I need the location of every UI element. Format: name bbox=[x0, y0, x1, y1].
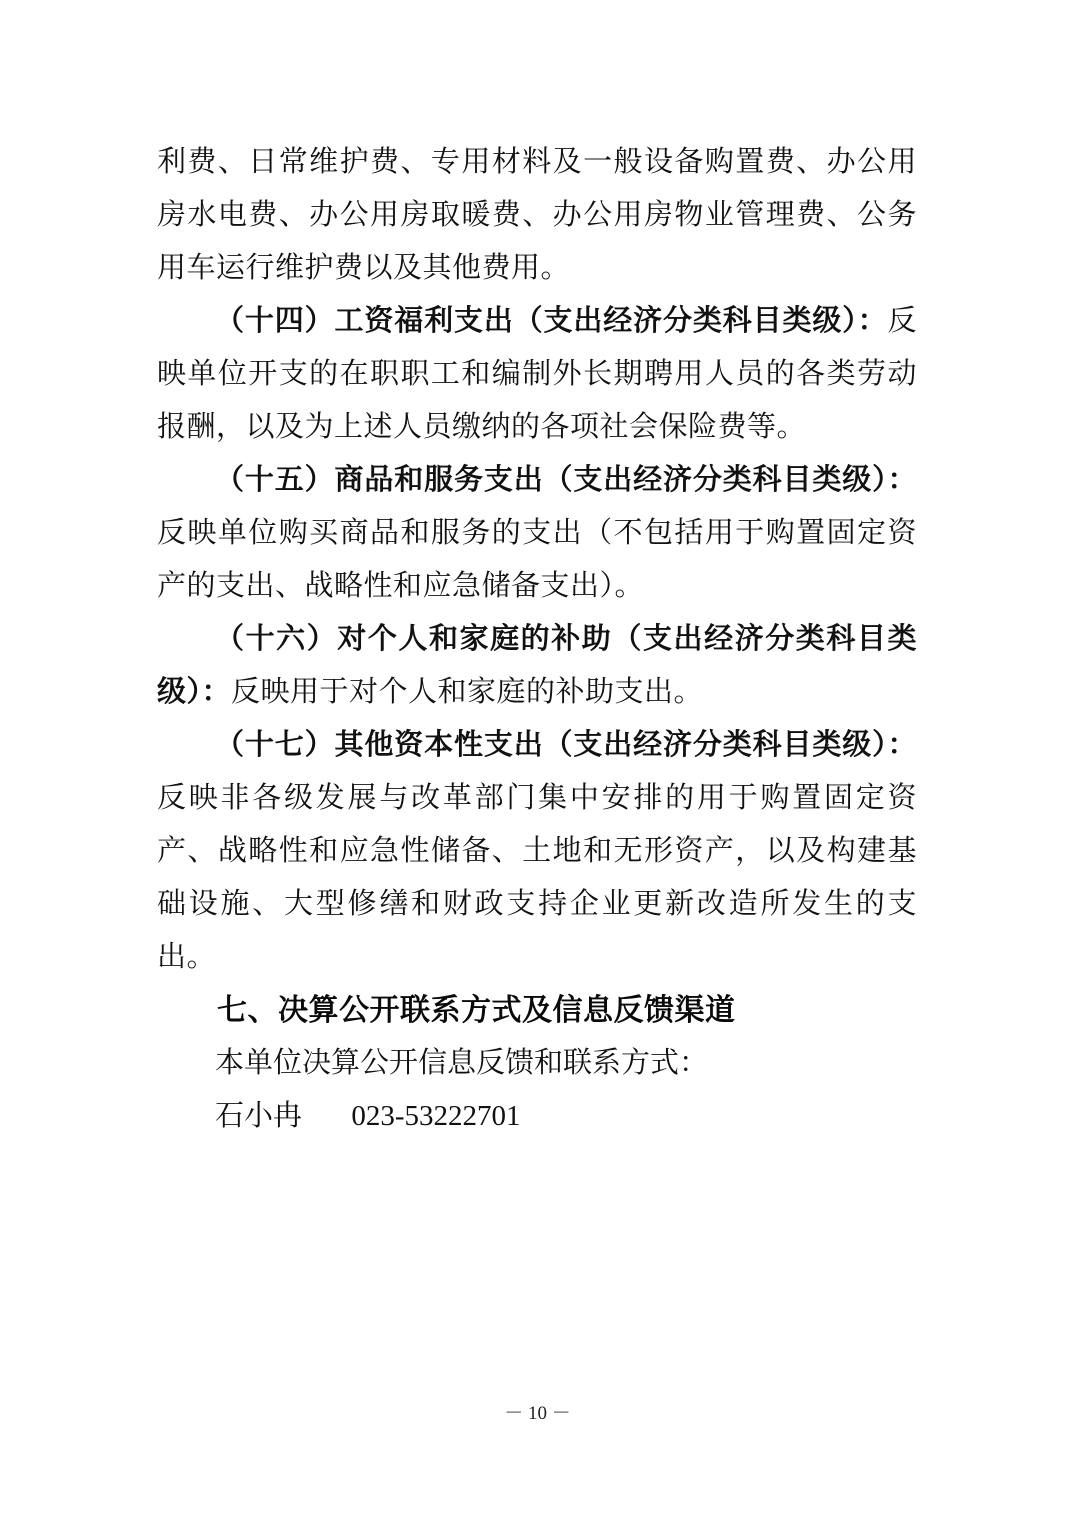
page-content bbox=[157, 136, 917, 1143]
contact-info-line bbox=[157, 1090, 917, 1143]
paragraph-14 bbox=[157, 295, 917, 454]
paragraph-14-body: 反映单位开支的在职职工和编制外长期聘用人员的各类劳动报酬，以及为上述人员缴纳的各项社会保险费等。 bbox=[157, 305, 917, 443]
contact-name: 石小冉 bbox=[215, 1100, 303, 1132]
paragraph-15-body: 反映单位购买商品和服务的支出（不包括用于购置固定资产的支出、战略性和应急储备支出）。 bbox=[157, 517, 917, 602]
contact-intro-line: 本单位决算公开信息反馈和联系方式： bbox=[215, 1047, 709, 1079]
paragraph-16-body: 反映用于对个人和家庭的补助支出。 bbox=[231, 676, 704, 708]
paragraph-15-lead: （十五）商品和服务支出（支出经济分类科目类级）： bbox=[215, 464, 917, 496]
section-7-heading: 七、决算公开联系方式及信息反馈渠道 bbox=[217, 994, 736, 1027]
contact-phone: 023-53222701 bbox=[351, 1100, 521, 1132]
paragraph-17-lead: （十七）其他资本性支出（支出经济分类科目类级）： bbox=[215, 729, 917, 761]
page-number: － 10 － bbox=[504, 1403, 571, 1424]
paragraph-17 bbox=[157, 719, 917, 984]
paragraph-14-lead: （十四）工资福利支出（支出经济分类科目类级）： bbox=[215, 305, 888, 337]
paragraph-16 bbox=[157, 613, 917, 719]
paragraph-17-body: 反映非各级发展与改革部门集中安排的用于购置固定资产、战略性和应急性储备、土地和无形资产，以及构建基础设施、大型修缮和财政支持企业更新改造所发生的支出。 bbox=[157, 782, 917, 973]
paragraph-15 bbox=[157, 454, 917, 613]
paragraph-16-lead: （十六）对个人和家庭的补助（支出经济分类科目类级）： bbox=[157, 623, 917, 708]
paragraph-continuation: 利费、日常维护费、专用材料及一般设备购置费、办公用房水电费、办公用房取暖费、办公用房物业管理费、公务用车运行维护费以及其他费用。 bbox=[157, 146, 917, 284]
